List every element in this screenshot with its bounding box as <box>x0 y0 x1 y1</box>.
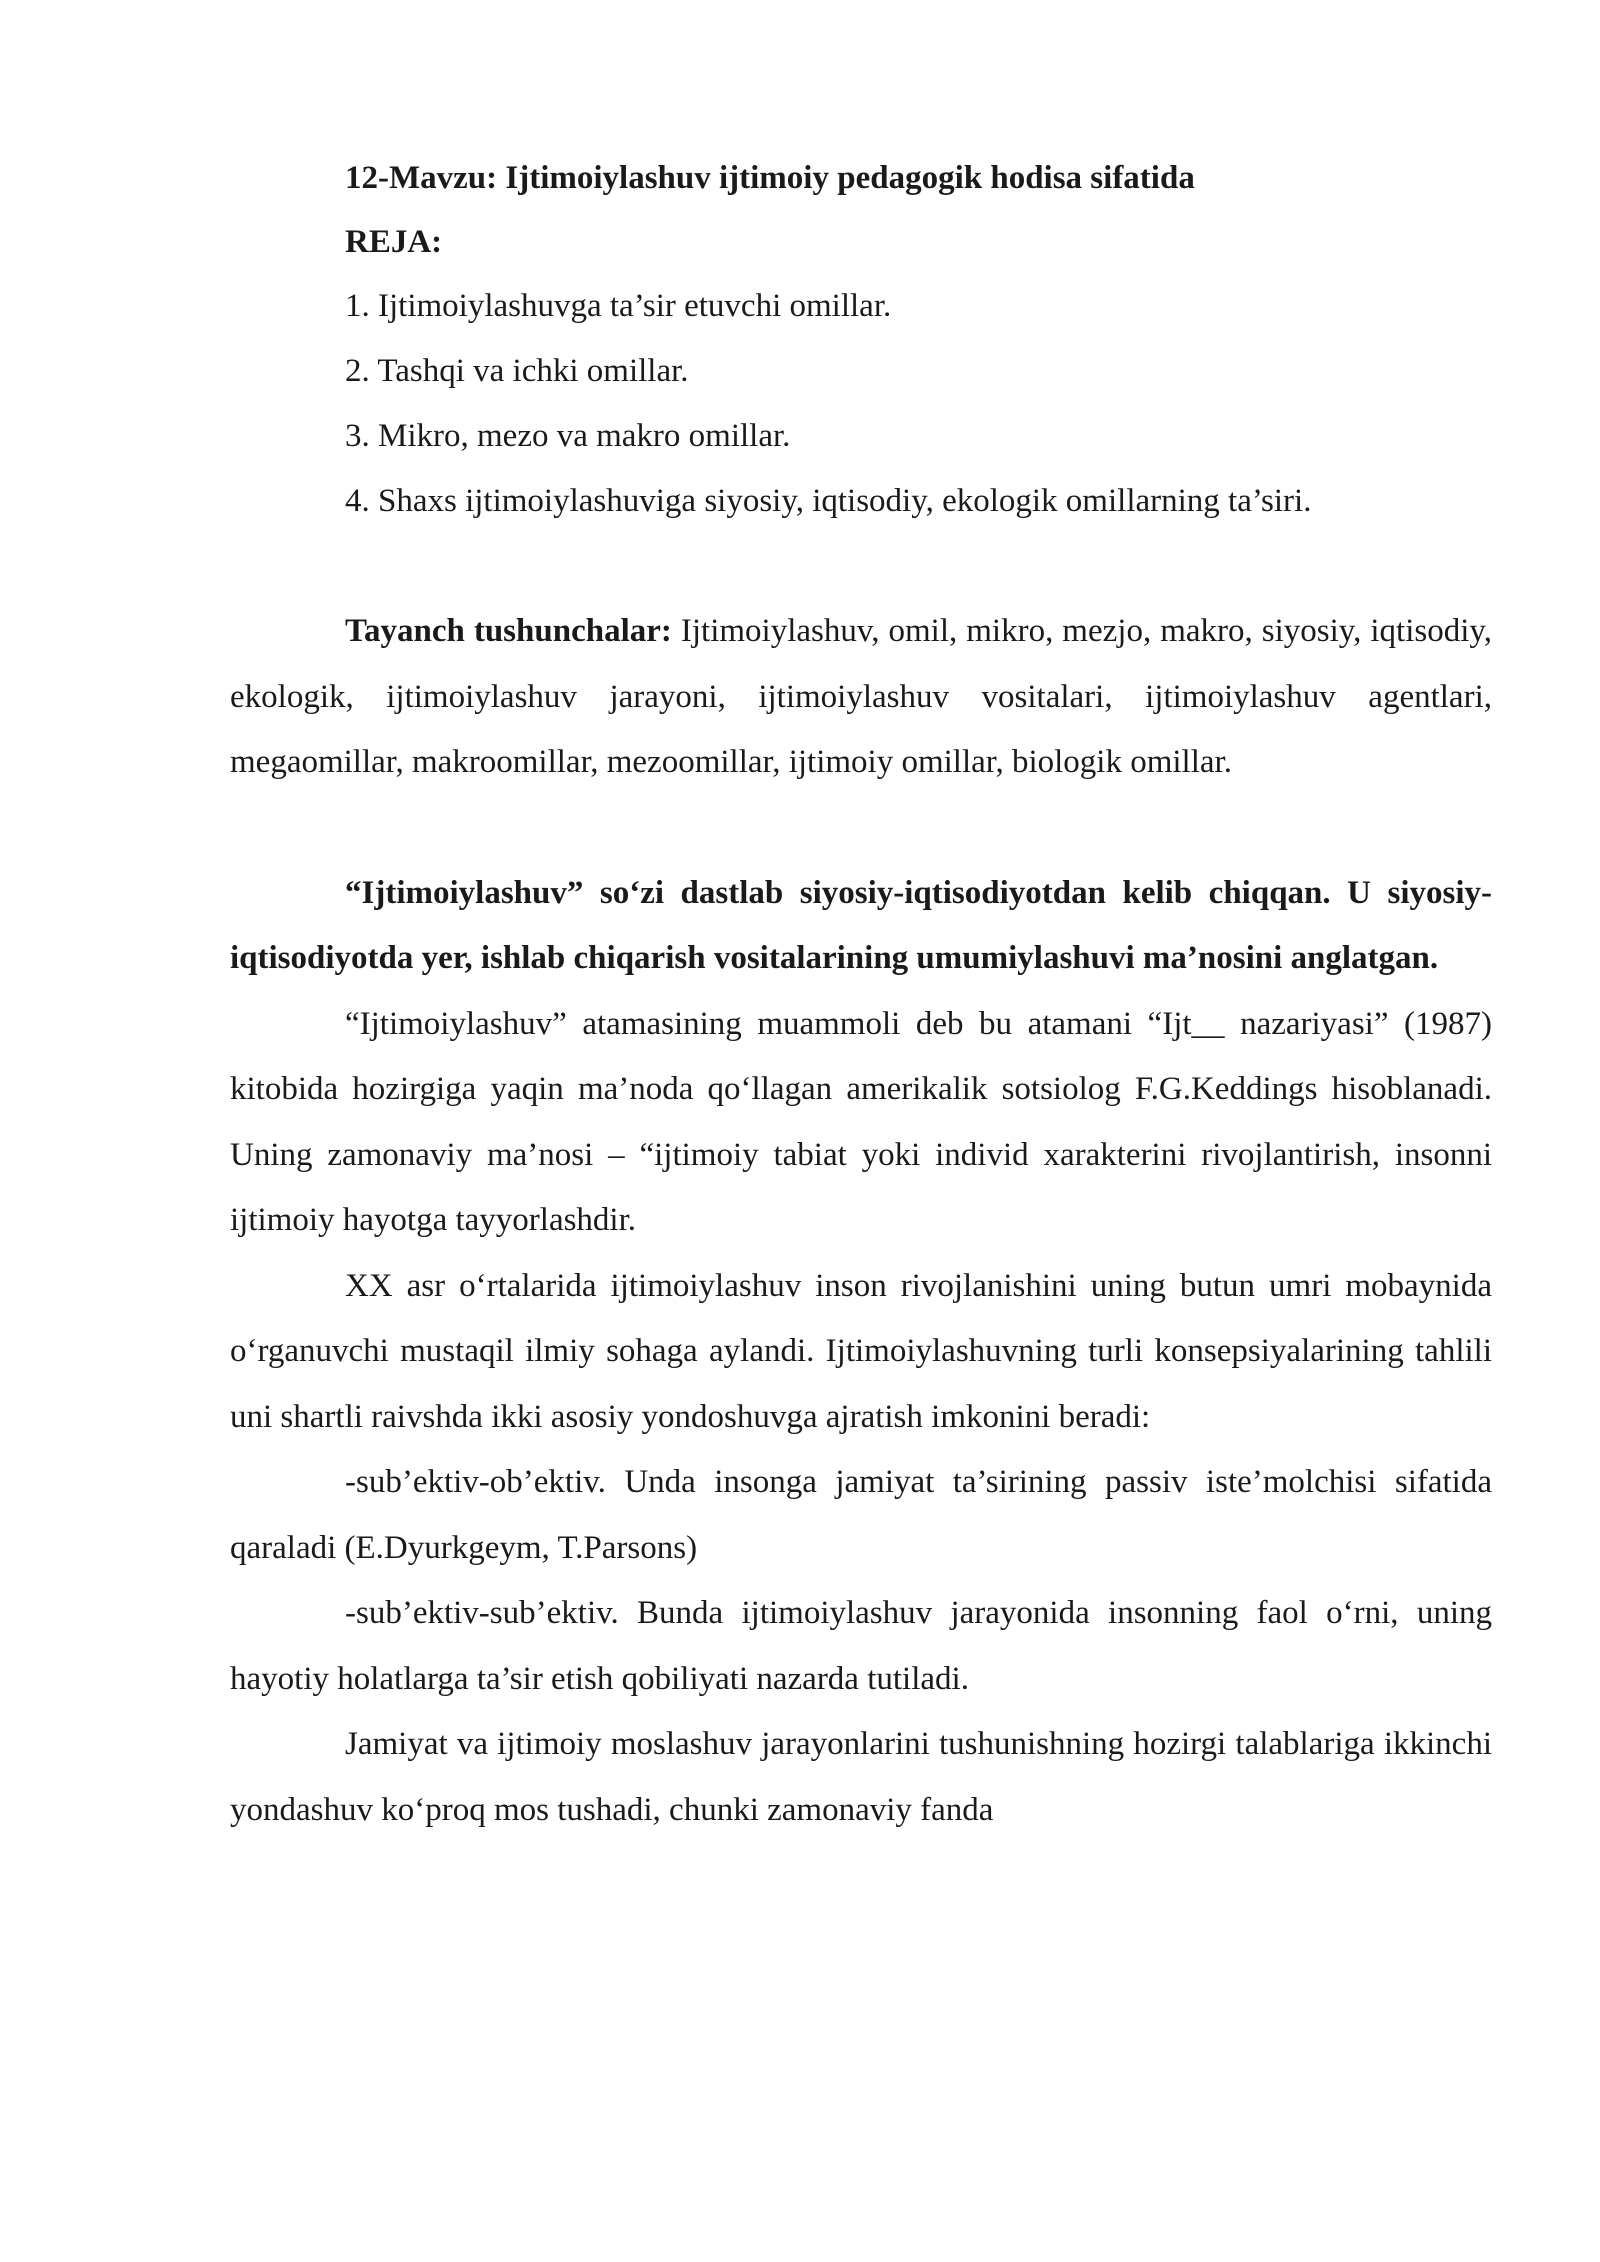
body-paragraph: “Ijtimoiylashuv” atamasining muammoli deb bu atamani “Ijt__ nazariyasi” (1987) kitobida hozirgiga yaqin ma’noda qo‘llagan amerikalik sotsiolog F.G.Keddings hisoblanadi. Uning zamonaviy ma’nosi – “ijtimoiy tabiat yoki individ xarakterini rivojlantirish, insonni ijtimoiy hayotga tayyorlashdir. <box>230 1005 1492 1238</box>
spacer <box>230 534 1492 599</box>
document-page <box>230 146 1492 1843</box>
plan-item: 2. Tashqi va ichki omillar. <box>345 353 689 389</box>
plan-item: 3. Mikro, mezo va makro omillar. <box>345 418 791 454</box>
bold-paragraph: “Ijtimoiylashuv” so‘zi dastlab siyosiy-iqtisodiyotdan kelib chiqqan. U siyosiy-iqtisodiyotda yer, ishlab chiqarish vositalarining umumiylashuvi ma’nosini anglatgan. <box>230 874 1492 976</box>
body-paragraph: Jamiyat va ijtimoiy moslashuv jarayonlarini tushunishning hozirgi talablariga ikkinchi yondashuv ko‘proq mos tushadi, chunki zamonaviy fanda <box>230 1726 1492 1828</box>
key-concepts-text: Ijtimoiylashuv, omil, mikro, mezjo, makro, siyosiy, iqtisodiy, ekologik, ijtimoiylashuv jarayoni, ijtimoiylashuv vositalari, ijtimoiylashuv agentlari, megaomillar, makroomillar, mezoomillar, ijtimoiy omillar, biologik omillar. <box>230 613 1492 780</box>
body-paragraph: XX asr o‘rtalarida ijtimoiylashuv inson rivojlanishini uning butun umri mobaynida o‘rganuvchi mustaqil ilmiy sohaga aylandi. Ijtimoiylashuvning turli konsepsiyalarining tahlili uni shartli raivshda ikki asosiy yondoshuvga ajratish imkonini beradi: <box>230 1267 1492 1435</box>
plan-item: 1. Ijtimoiylashuvga ta’sir etuvchi omillar. <box>345 288 892 324</box>
key-concepts-label: Tayanch tushunchalar: <box>345 613 672 649</box>
body-paragraph: -sub’ektiv-sub’ektiv. Bunda ijtimoiylashuv jarayonida insonning faol o‘rni, uning hayotiy holatlarga ta’sir etish qobiliyati nazarda tutiladi. <box>230 1595 1492 1697</box>
document-title: 12-Mavzu: Ijtimoiylashuv ijtimoiy pedagogik hodisa sifatida <box>345 160 1195 196</box>
body-paragraph: -sub’ektiv-ob’ektiv. Unda insonga jamiyat ta’sirining passiv iste’molchisi sifatida qaraladi (E.Dyurkgeym, T.Parsons) <box>230 1464 1492 1566</box>
plan-label: REJA: <box>345 224 443 260</box>
plan-item: 4. Shaxs ijtimoiylashuviga siyosiy, iqtisodiy, ekologik omillarning ta’siri. <box>345 483 1312 519</box>
spacer <box>230 796 1492 861</box>
key-concepts-paragraph <box>230 599 1492 796</box>
